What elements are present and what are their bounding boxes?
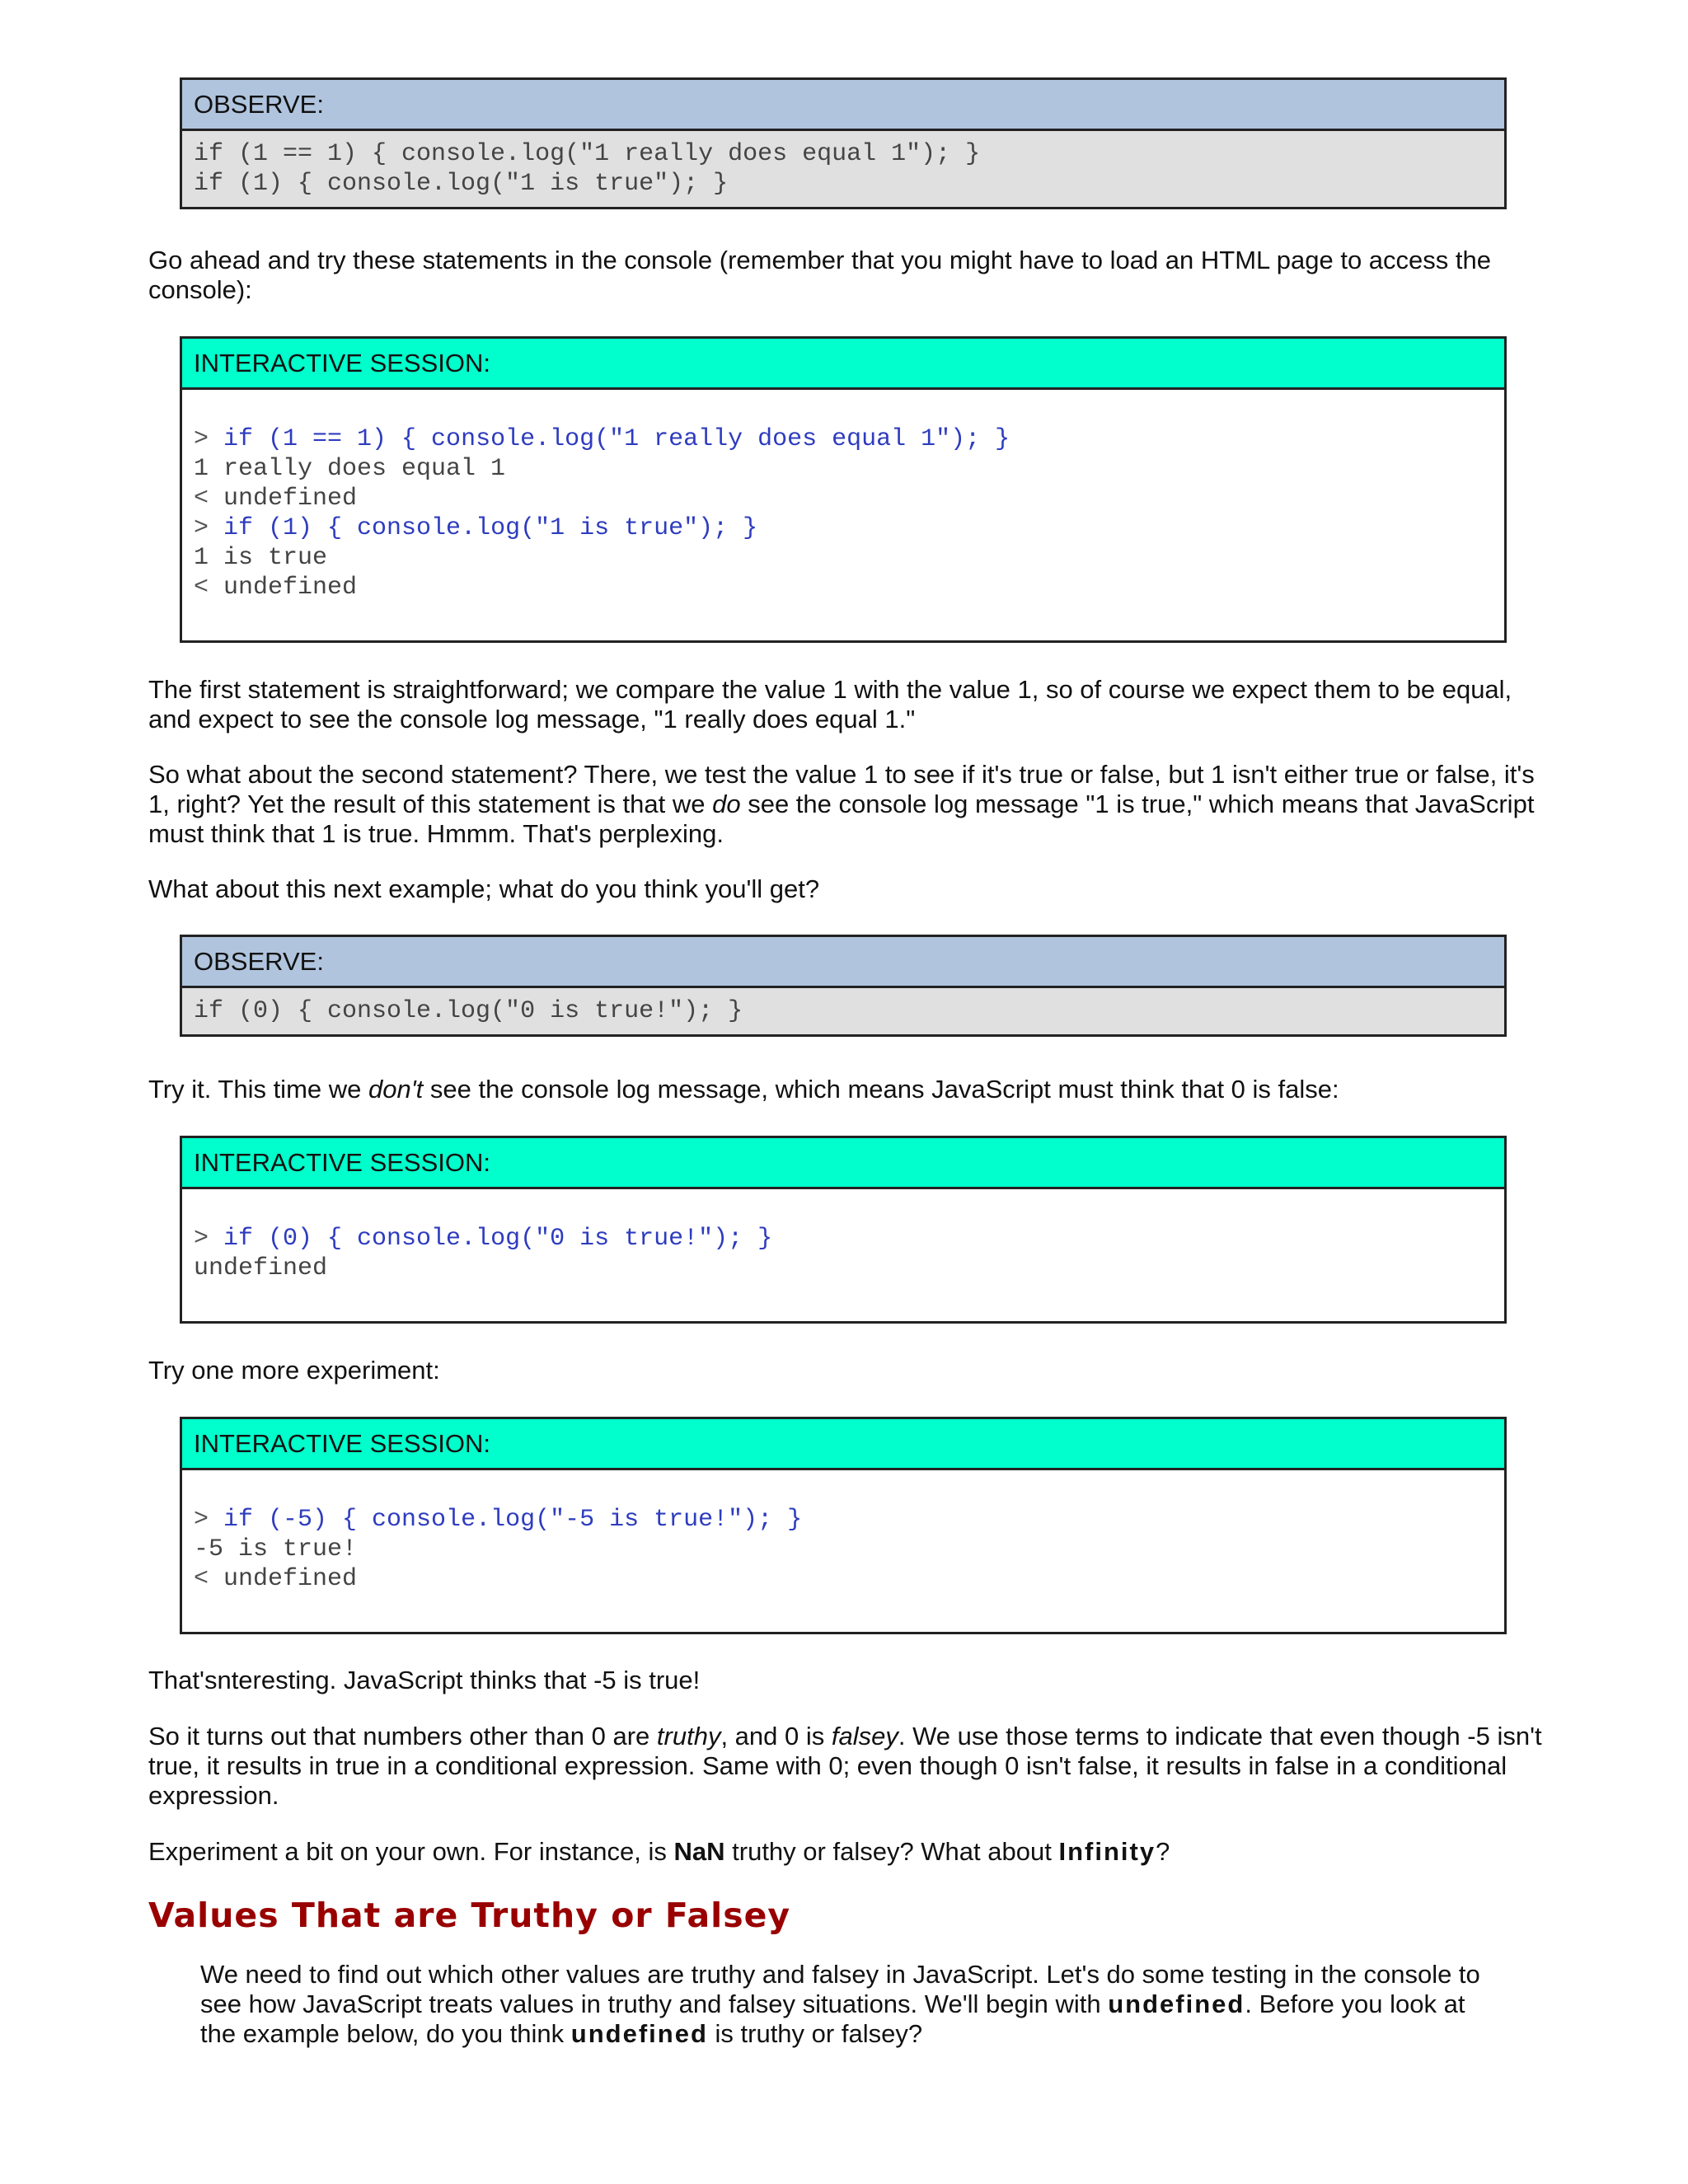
prompt-symbol: >: [194, 514, 224, 542]
paragraph: [148, 1722, 1550, 1811]
session-line: [194, 484, 1493, 513]
paragraph-text: So what about the second statement? There, we test the value 1 to see if it's true or false, but 1 isn't either true or false, it's 1, right? Yet the result of this statement is that we: [148, 760, 1535, 818]
keyword-nan: NaN: [673, 1837, 725, 1866]
emphasis-text: do: [712, 790, 741, 818]
output-text: 1 really does equal 1: [194, 455, 506, 483]
output-text: undefined: [194, 1254, 328, 1282]
interactive-session-box-3: [180, 1417, 1507, 1634]
command-text: if (1 == 1) { console.log("1 really does equal 1"); }: [223, 425, 1010, 453]
command-text: if (-5) { console.log("-5 is true!"); }: [223, 1506, 803, 1534]
session-line: [194, 543, 1493, 573]
code-line: if (0) { console.log("0 is true!"); }: [194, 997, 743, 1025]
paragraph-text: see the console log message, which means JavaScript must think that 0 is false:: [423, 1075, 1339, 1104]
paragraph-text: We need to find out which other values are truthy and falsey in JavaScript. Let's do some testing in the console to see how JavaScript treats values in truthy and falsey situations. We'll begin with: [200, 1960, 1480, 2018]
session-line: [194, 513, 1493, 543]
paragraph-text: . Before you look at the example below, do you think: [200, 1990, 1465, 2048]
paragraph-text: . We use those terms to indicate that even though -5 isn't true, it results in true in a conditional expression. Same with 0; even though 0 isn't false, it results in false in a conditional expression.: [148, 1722, 1542, 1810]
prompt-symbol: <: [194, 1565, 224, 1593]
output-text: 1 is true: [194, 544, 328, 572]
interactive-session-box-2: [180, 1136, 1507, 1324]
code-body: [182, 131, 1504, 207]
emphasis-text: truthy: [656, 1722, 721, 1750]
session-line: [194, 1535, 1493, 1564]
paragraph-text: see the console log message "1 is true," which means that JavaScript must think that 1 is true. Hmmm. That's perplexing.: [148, 790, 1535, 848]
paragraph-text: , and 0 is: [720, 1722, 832, 1750]
session-line: [194, 454, 1493, 484]
code-line: if (1 == 1) { console.log("1 really does equal 1"); }: [194, 140, 981, 168]
paragraph: Go ahead and try these statements in the console (remember that you might have to load an HTML page to access the console):: [148, 246, 1491, 304]
emphasis-text: don't: [368, 1075, 424, 1104]
keyword-infinity: Infinity: [1058, 1837, 1156, 1866]
session-line: [194, 1564, 1493, 1594]
observe-box-1: [180, 77, 1507, 209]
output-text: undefined: [223, 485, 358, 513]
observe-header: OBSERVE:: [182, 937, 1504, 988]
session-header: INTERACTIVE SESSION:: [182, 1138, 1504, 1189]
interactive-session-box-1: [180, 336, 1507, 643]
session-body: [182, 390, 1504, 611]
paragraph: What about this next example; what do you think you'll get?: [148, 874, 820, 903]
output-text: undefined: [223, 574, 358, 602]
code-body: [182, 988, 1504, 1034]
paragraph: Try one more experiment:: [148, 1356, 440, 1385]
paragraph: [148, 760, 1550, 849]
keyword-undefined: undefined: [1108, 1990, 1245, 2018]
prompt-symbol: <: [194, 485, 224, 513]
prompt-symbol: >: [194, 425, 224, 453]
prompt-symbol: >: [194, 1225, 224, 1253]
command-text: if (0) { console.log("0 is true!"); }: [223, 1225, 773, 1253]
session-line: [194, 1224, 1493, 1254]
paragraph: That'snteresting. JavaScript thinks that -5 is true!: [148, 1666, 701, 1694]
paragraph: [200, 1960, 1486, 2049]
section-heading: Values That are Truthy or Falsey: [148, 1896, 791, 1935]
observe-header: OBSERVE:: [182, 80, 1504, 131]
paragraph-text: Try it. This time we: [148, 1075, 368, 1104]
session-header: INTERACTIVE SESSION:: [182, 1419, 1504, 1470]
paragraph: [148, 1837, 1550, 1867]
keyword-undefined: undefined: [570, 2019, 708, 2048]
session-header: INTERACTIVE SESSION:: [182, 339, 1504, 390]
command-text: if (1) { console.log("1 is true"); }: [223, 514, 758, 542]
session-line: [194, 424, 1493, 454]
prompt-symbol: >: [194, 1506, 224, 1534]
session-line: [194, 1505, 1493, 1535]
session-line: [194, 573, 1493, 602]
paragraph-text: ?: [1156, 1837, 1170, 1866]
observe-box-2: [180, 935, 1507, 1037]
paragraph: [148, 1075, 1550, 1104]
code-line: if (1) { console.log("1 is true"); }: [194, 170, 729, 198]
output-text: undefined: [223, 1565, 358, 1593]
session-body: [182, 1189, 1504, 1291]
paragraph-text: is truthy or falsey?: [707, 2019, 923, 2048]
session-body: [182, 1470, 1504, 1602]
session-line: [194, 1254, 1493, 1283]
paragraph: The first statement is straightforward; we compare the value 1 with the value 1, so of course we expect them to be equal, and expect to see the console log message, "1 really does equal 1.": [148, 675, 1512, 733]
prompt-symbol: <: [194, 574, 224, 602]
emphasis-text: falsey: [831, 1722, 898, 1750]
output-text: -5 is true!: [194, 1535, 358, 1563]
paragraph-text: So it turns out that numbers other than 0 are: [148, 1722, 657, 1750]
paragraph-text: Experiment a bit on your own. For instance, is: [148, 1837, 674, 1866]
paragraph-text: truthy or falsey? What about: [724, 1837, 1059, 1866]
